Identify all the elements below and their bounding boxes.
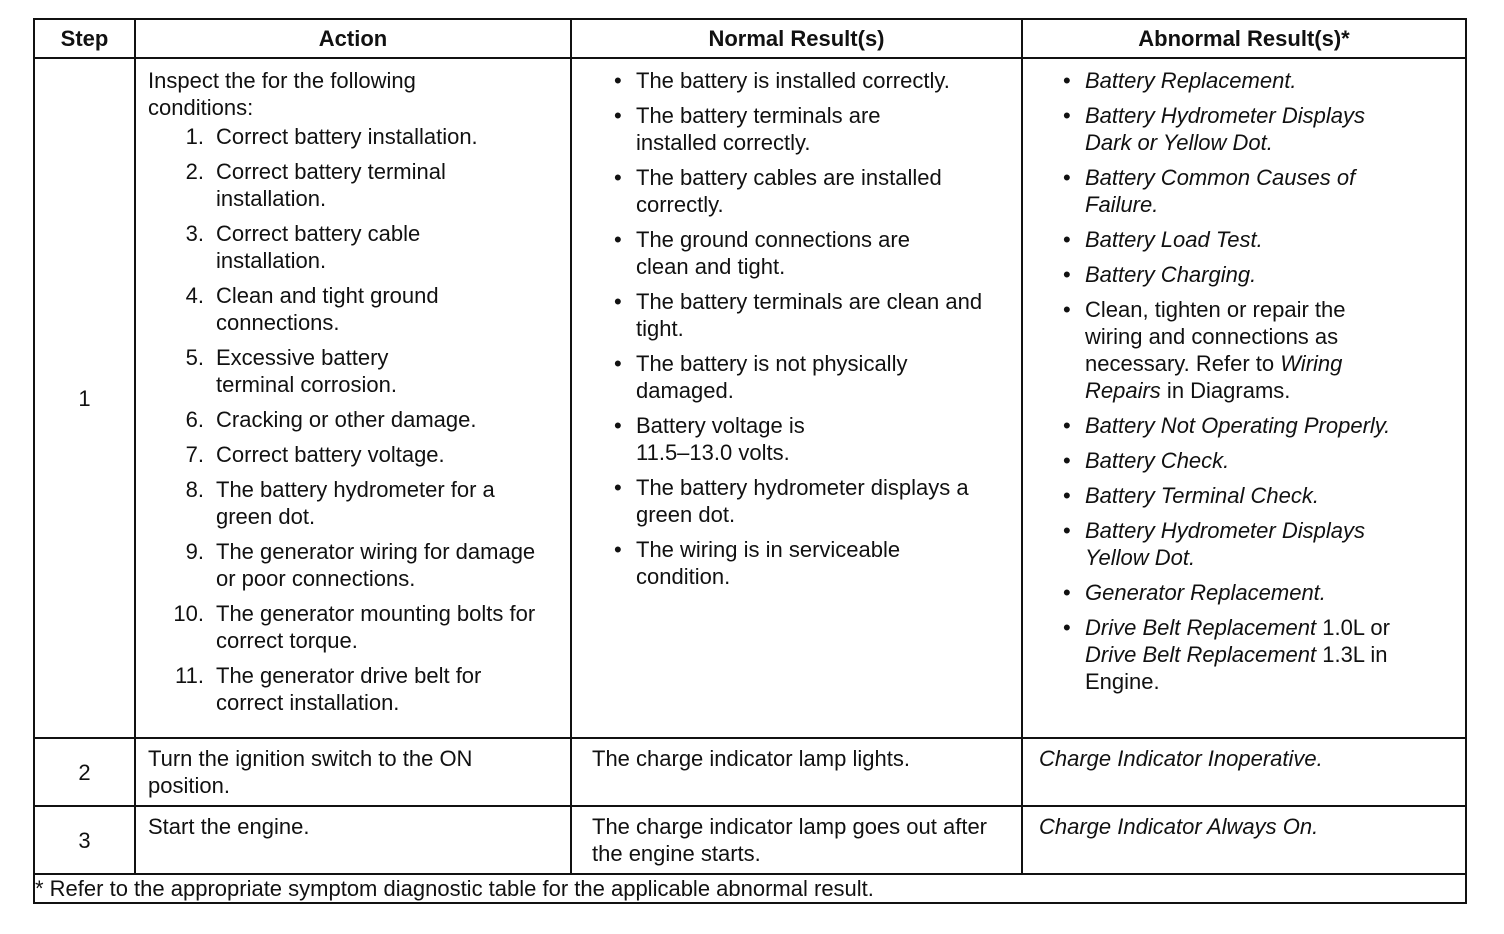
footnote: * Refer to the appropriate symptom diagnostic table for the applicable abnormal result. bbox=[34, 874, 1466, 903]
list-item: 2. Correct battery terminal installation. bbox=[185, 159, 446, 211]
list-item: • The battery cables are installed correctly. bbox=[614, 165, 942, 217]
list-item: 11. The generator drive belt for correct installation. bbox=[175, 663, 482, 715]
list-item: • Battery voltage is 11.5–13.0 volts. bbox=[614, 413, 805, 465]
list-item: 8. The battery hydrometer for a green dot. bbox=[185, 477, 495, 529]
step-number: 2 bbox=[34, 738, 135, 806]
abnormal-results bbox=[1035, 67, 1453, 695]
list-item: • The battery is installed correctly. bbox=[614, 68, 950, 93]
diagnostic-table bbox=[33, 18, 1467, 904]
list-item: • Battery Terminal Check. bbox=[1063, 483, 1319, 508]
step-number: 3 bbox=[34, 806, 135, 874]
list-item: • Battery Check. bbox=[1063, 448, 1230, 473]
list-item: • The battery terminals are installed correctly. bbox=[614, 103, 881, 155]
list-item: • The wiring is in serviceable condition. bbox=[614, 537, 901, 589]
header-row bbox=[34, 19, 1466, 58]
list-item: • The battery is not physically damaged. bbox=[614, 351, 908, 403]
list-item: • The battery hydrometer displays a green dot. bbox=[614, 475, 969, 527]
list-item: 1. Correct battery installation. bbox=[185, 124, 478, 149]
abnormal-cell: Charge Indicator Always On. bbox=[1022, 806, 1466, 874]
list-item: 6. Cracking or other damage. bbox=[185, 407, 477, 432]
list-item: 4. Clean and tight ground connections. bbox=[185, 283, 439, 335]
header-action: Action bbox=[135, 19, 571, 58]
abnormal-cell: Charge Indicator Inoperative. bbox=[1022, 738, 1466, 806]
header-step: Step bbox=[34, 19, 135, 58]
normal-cell: The charge indicator lamp lights. bbox=[571, 738, 1022, 806]
step-number: 1 bbox=[34, 58, 135, 738]
list-item: • Drive Belt Replacement 1.0L or Drive Belt Replacement 1.3L in Engine. bbox=[1063, 615, 1390, 694]
normal-cell bbox=[571, 58, 1022, 738]
header-abnormal: Abnormal Result(s)* bbox=[1022, 19, 1466, 58]
action-intro: Inspect the for the following conditions: bbox=[148, 68, 416, 120]
action-cell: Turn the ignition switch to the ON position. bbox=[135, 738, 571, 806]
list-item: • Battery Load Test. bbox=[1063, 227, 1263, 252]
list-item: 9. The generator wiring for damage or poor connections. bbox=[185, 539, 536, 591]
action-cell bbox=[135, 58, 571, 738]
header-normal: Normal Result(s) bbox=[571, 19, 1022, 58]
list-item: 3. Correct battery cable installation. bbox=[185, 221, 421, 273]
list-item: • Battery Not Operating Properly. bbox=[1063, 413, 1391, 438]
normal-results bbox=[584, 67, 1009, 590]
list-item: 7. Correct battery voltage. bbox=[185, 442, 445, 467]
list-item: • Battery Hydrometer Displays Dark or Yellow Dot. bbox=[1063, 103, 1365, 155]
table-row bbox=[34, 806, 1466, 874]
table-row bbox=[34, 58, 1466, 738]
list-item: • Battery Replacement. bbox=[1063, 68, 1297, 93]
action-checklist bbox=[148, 123, 558, 716]
list-item: • Battery Hydrometer Displays Yellow Dot. bbox=[1063, 518, 1365, 570]
list-item: • Battery Common Causes of Failure. bbox=[1063, 165, 1356, 217]
list-item: • Battery Charging. bbox=[1063, 262, 1257, 287]
normal-cell: The charge indicator lamp goes out after the engine starts. bbox=[571, 806, 1022, 874]
list-item: 5. Excessive battery terminal corrosion. bbox=[185, 345, 397, 397]
table-row bbox=[34, 738, 1466, 806]
list-item: • Clean, tighten or repair the wiring and connections as necessary. Refer to Wiring Repairs in Diagrams. bbox=[1063, 297, 1346, 403]
list-item: • The ground connections are clean and tight. bbox=[614, 227, 910, 279]
action-cell: Start the engine. bbox=[135, 806, 571, 874]
list-item: • The battery terminals are clean and tight. bbox=[614, 289, 983, 341]
list-item: 10. The generator mounting bolts for correct torque. bbox=[173, 601, 536, 653]
abnormal-cell bbox=[1022, 58, 1466, 738]
footnote-row bbox=[34, 874, 1466, 903]
list-item: • Generator Replacement. bbox=[1063, 580, 1326, 605]
